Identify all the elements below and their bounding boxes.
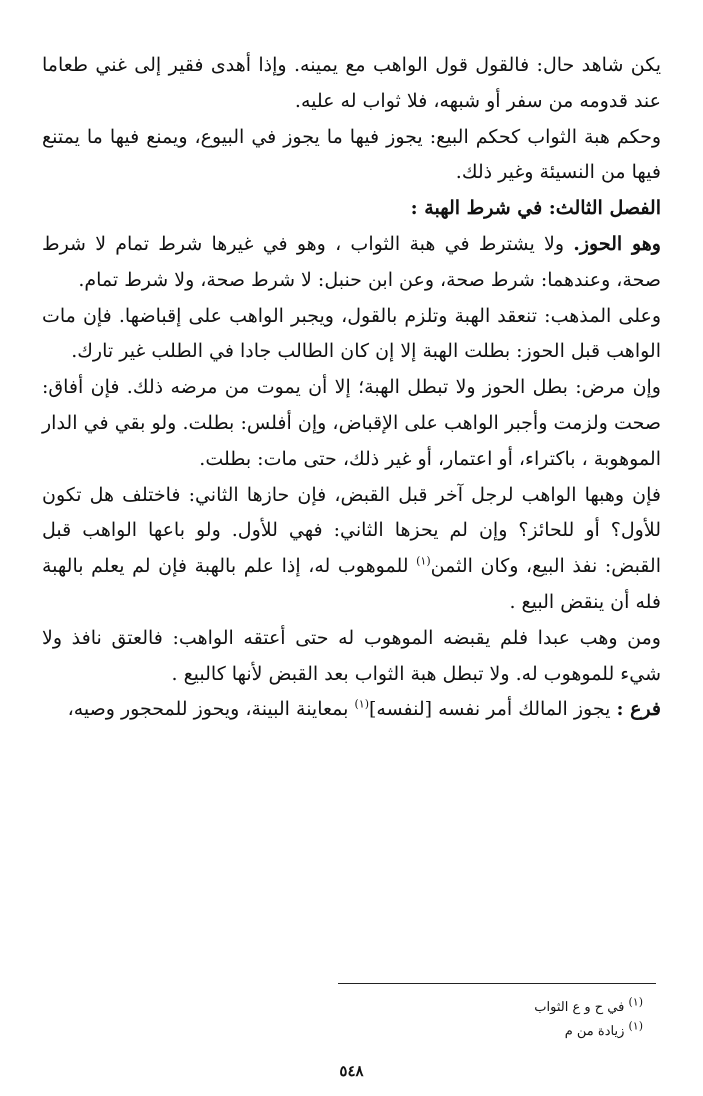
paragraph bbox=[42, 692, 661, 728]
paragraph bbox=[42, 48, 661, 120]
footnote-marker: (١) bbox=[628, 995, 643, 1009]
footnotes bbox=[243, 996, 643, 1044]
footnote-text: زيادة من م bbox=[564, 1024, 629, 1039]
text-run: يجوز المالك أمر نفسه [لنفسه] bbox=[369, 698, 617, 721]
footnote-marker: (١) bbox=[628, 1019, 643, 1033]
text-run: وعلى المذهب: تنعقد الهبة وتلزم بالقول، ويجبر الواهب على إقباضها. فإن مات الواهب قبل الحوز: بطلت الهبة إلا إن كان الطالب جادا في الطلب غير تارك. bbox=[42, 304, 661, 363]
paragraph bbox=[42, 120, 661, 192]
text-run: وإن مرض: بطل الحوز ولا تبطل الهبة؛ إلا أن يموت من مرضه ذلك. فإن أفاق: صحت ولزمت وأجبر الواهب على الإقباض، وإن أفلس: بطلت. ولو بقي في الدار الموهوبة ، باكتراء، أو اعتمار، أو غير ذلك، حتى مات: بطلت. bbox=[42, 376, 661, 470]
paragraph bbox=[42, 191, 661, 227]
paragraph bbox=[42, 299, 661, 371]
footnote bbox=[243, 1020, 643, 1044]
footnote-ref: (١) bbox=[354, 698, 369, 712]
paragraph bbox=[42, 227, 661, 299]
paragraph bbox=[42, 621, 661, 693]
heading-text: الفصل الثالث: في شرط الهبة : bbox=[410, 197, 661, 220]
text-run: للموهوب له، إذا علم بالهبة فإن لم يعلم بالهبة فله أن ينقض البيع . bbox=[42, 555, 661, 613]
text-run: بمعاينة البينة، ويحوز للمحجور وصيه، bbox=[67, 698, 355, 721]
text-run: وحكم هبة الثواب كحكم البيع: يجوز فيها ما يجوز في البيوع، ويمنع فيها ما يمتنع فيها من النسيئة وغير ذلك. bbox=[42, 125, 661, 184]
text-run: فإن وهبها الواهب لرجل آخر قبل القبض، فإن حازها الثاني: فاختلف هل تكون للأول؟ أو للحائز؟ وإن لم يحزها الثاني: فهي للأول. ولو باعها الواهب قبل القبض: نفذ البيع، وكان الثمن bbox=[42, 483, 661, 578]
paragraph bbox=[42, 478, 661, 621]
page-number: ٥٤٨ bbox=[339, 1062, 364, 1080]
text-run: ومن وهب عبدا فلم يقبضه الموهوب له حتى أعتقه الواهب: فالعتق نافذ ولا شيء للموهوب له. ولا تبطل هبة الثواب بعد القبض لأنها كالبيع . bbox=[42, 626, 661, 685]
paragraph bbox=[42, 370, 661, 477]
footnote-text: في ح و ع الثواب bbox=[534, 1000, 629, 1015]
text-run: ولا يشترط في هبة الثواب ، وهو في غيرها شرط تمام لا شرط صحة، وعندهما: شرط صحة، وعن ابن حنبل: لا شرط صحة، ولا شرط تمام. bbox=[42, 232, 661, 291]
main-text bbox=[42, 48, 661, 728]
text-run: يكن شاهد حال: فالقول قول الواهب مع يمينه. وإذا أهدى فقير إلى غني طعاما عند قدومه من سفر أو شبهه، فلا ثواب له عليه. bbox=[42, 54, 661, 112]
footnote bbox=[243, 996, 643, 1020]
footnote-separator bbox=[338, 983, 656, 984]
heading-text: وهو الحوز. bbox=[573, 232, 661, 255]
heading-text: فرع : bbox=[616, 698, 661, 721]
footnote-ref: (١) bbox=[416, 554, 431, 568]
